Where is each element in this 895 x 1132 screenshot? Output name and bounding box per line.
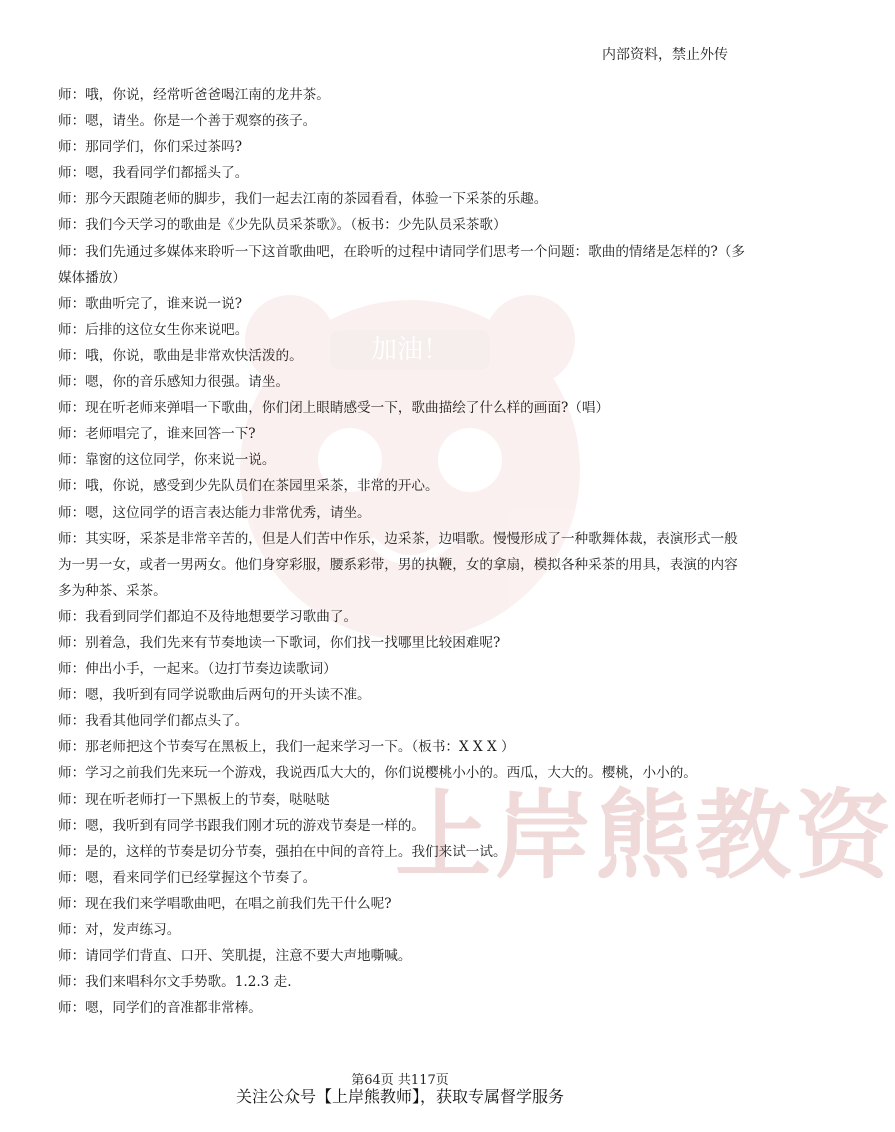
transcript-line: 师：嗯，我听到有同学说歌曲后两句的开头读不准。	[58, 687, 371, 704]
transcript-line: 师：嗯，看来同学们已经掌握这个节奏了。	[58, 869, 317, 886]
transcript-line: 师：现在我们来学唱歌曲吧，在唱之前我们先干什么呢?	[58, 895, 392, 912]
transcript-line: 师：哦，你说，感受到少先队员们在茶园里采茶，非常的开心。	[58, 478, 439, 495]
transcript-line: 师：嗯，我看同学们都摇头了。	[58, 165, 249, 182]
transcript-line: 师：对，发声练习。	[58, 922, 181, 938]
transcript-line: 师：后排的这位女生你来说吧。	[58, 321, 249, 338]
transcript-line: 师：我看其他同学们都点头了。	[58, 713, 249, 730]
transcript-line: 师：我们来唱科尔文手势歌。1.2.3 走.	[58, 974, 292, 991]
transcript-line: 师：我们今天学习的歌曲是《少先队员采茶歌》。（板书：少先队员采茶歌）	[58, 217, 507, 234]
transcript-line: 师：嗯，你的音乐感知力很强。请坐。	[58, 374, 290, 391]
transcript-line: 师：请同学们背直、口开、笑肌提，注意不要大声地嘶喊。	[58, 948, 412, 965]
page-number: 第64页 共117页	[351, 1073, 449, 1088]
header-note: 内部资料，禁止外传	[602, 47, 728, 63]
transcript-line: 师：哦，你说，歌曲是非常欢快活泼的。	[58, 347, 303, 364]
transcript-line: 师：是的，这样的节奏是切分节奏，强拍在中间的音符上。我们来试一试。	[58, 843, 507, 860]
transcript-line: 师：嗯，请坐。你是一个善于观察的孩子。	[58, 113, 317, 130]
transcript-line: 师：我看到同学们都迫不及待地想要学习歌曲了。	[58, 608, 358, 625]
transcript-line: 师：现在听老师打一下黑板上的节奏，哒哒哒	[58, 791, 330, 808]
transcript-line: 师：现在听老师来弹唱一下歌曲，你们闭上眼睛感受一下，歌曲描绘了什么样的画面?（唱）	[58, 400, 610, 417]
transcript-line: 师：其实呀，采茶是非常辛苦的，但是人们苦中作乐，边采茶，边唱歌。慢慢形成了一种歌舞体裁，表演形式一般为一男一女，或者一男两女。他们身穿彩服，腰系彩带，男的执鞭，女的拿扇，模拟各种采茶的用具，表演的内容多为种茶、采茶。	[58, 530, 738, 599]
transcript-line: 师：哦，你说，经常听爸爸喝江南的龙井茶。	[58, 87, 330, 103]
transcript-line: 师：那同学们，你们采过茶吗?	[58, 139, 243, 156]
watermark-text: 上岸熊教资	[395, 780, 895, 892]
transcript-line: 师：歌曲听完了，谁来说一说?	[58, 295, 243, 312]
transcript-line: 师：嗯，这位同学的语言表达能力非常优秀，请坐。	[58, 504, 371, 521]
footer-promo: 关注公众号【上岸熊教师】，获取专属督学服务	[235, 1087, 564, 1106]
transcript-line: 师：嗯，同学们的音准都非常棒。	[58, 1000, 262, 1017]
transcript-line: 师：那今天跟随老师的脚步，我们一起去江南的茶园看看，体验一下采茶的乐趣。	[58, 191, 548, 208]
transcript-body	[58, 82, 748, 1021]
transcript-line: 师：学习之前我们先来玩一个游戏，我说西瓜大大的，你们说樱桃小小的。西瓜，大大的。樱桃，小小的。	[58, 765, 697, 782]
watermark-badge: 加油！	[370, 335, 450, 365]
transcript-line: 师：那老师把这个节奏写在黑板上，我们一起来学习一下。（板书：X X X ）	[58, 739, 515, 756]
transcript-line: 师：嗯，我听到有同学书跟我们刚才玩的游戏节奏是一样的。	[58, 817, 426, 834]
transcript-line: 师：别着急，我们先来有节奏地读一下歌词，你们找一找哪里比较困难呢?	[58, 634, 501, 651]
transcript-line: 师：靠窗的这位同学，你来说一说。	[58, 452, 276, 469]
transcript-line: 师：伸出小手，一起来。（边打节奏边读歌词）	[58, 661, 337, 678]
transcript-line: 师：老师唱完了，谁来回答一下?	[58, 426, 256, 443]
transcript-line: 师：我们先通过多媒体来聆听一下这首歌曲吧，在聆听的过程中请同学们思考一个问题：歌曲的情绪是怎样的?（多媒体播放）	[58, 243, 745, 286]
